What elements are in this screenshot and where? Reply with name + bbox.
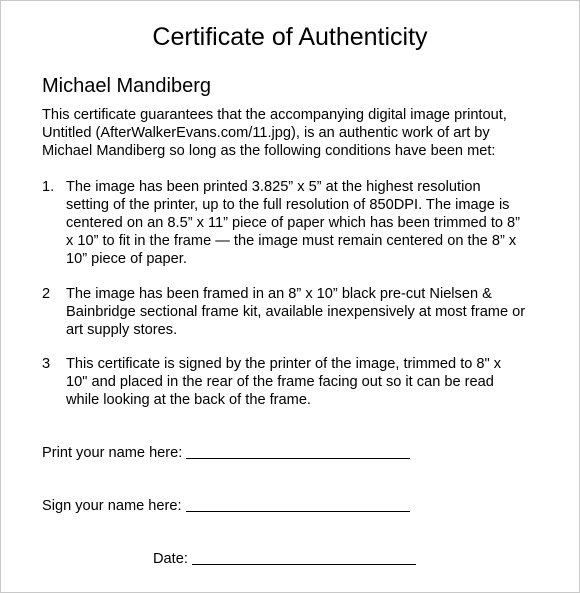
- condition-number: 2: [42, 286, 51, 302]
- page-title: Certificate of Authenticity: [152, 23, 428, 51]
- sign-name-label: Sign your name here:: [42, 498, 182, 514]
- condition-number: 1.: [42, 179, 55, 195]
- condition-line: This certificate is signed by the printer of the image, trimmed to 8" x: [66, 356, 502, 372]
- condition-number: 3: [42, 356, 51, 372]
- condition-line: The image has been printed 3.825” x 5” at the highest resolution: [66, 179, 481, 195]
- condition-text: [66, 355, 562, 409]
- intro-line: Michael Mandiberg so long as the following conditions have been met:: [42, 143, 496, 159]
- condition-line: Bainbridge sectional frame kit, available inexpensively at most frame or: [66, 304, 526, 320]
- condition-line: 10” piece of paper.: [66, 251, 187, 267]
- condition-text: [66, 285, 562, 339]
- condition-line: 10" and placed in the rear of the frame facing out so it can be read: [66, 374, 494, 390]
- sign-name-blank-line[interactable]: [186, 496, 410, 512]
- condition-text: [66, 178, 562, 268]
- sign-name-field: [42, 496, 410, 516]
- date-label: Date:: [153, 551, 188, 567]
- condition-item-1: [42, 178, 562, 268]
- intro-line: This certificate guarantees that the accompanying digital image printout,: [42, 107, 507, 123]
- print-name-label: Print your name here:: [42, 445, 183, 461]
- condition-item-2: [42, 285, 562, 339]
- condition-line: x 10” to fit in the frame — the image must remain centered on the 8” x: [66, 233, 517, 249]
- intro-paragraph: [42, 106, 562, 160]
- condition-line: setting of the printer, up to the full resolution of 850DPI. The image is: [66, 197, 510, 213]
- intro-line: Untitled (AfterWalkerEvans.com/11.jpg), is an authentic work of art by: [42, 125, 490, 141]
- print-name-blank-line[interactable]: [186, 443, 410, 459]
- condition-item-3: [42, 355, 562, 409]
- date-field: [153, 549, 416, 569]
- print-name-field: [42, 443, 410, 463]
- condition-line: The image has been framed in an 8” x 10” black pre-cut Nielsen &: [66, 286, 492, 302]
- condition-line: while looking at the back of the frame.: [66, 392, 311, 408]
- date-blank-line[interactable]: [192, 549, 416, 565]
- condition-line: centered on an 8.5” x 11” piece of paper which has been trimmed to 8”: [66, 215, 521, 231]
- artist-name: Michael Mandiberg: [42, 75, 211, 97]
- condition-line: art supply stores.: [66, 322, 178, 338]
